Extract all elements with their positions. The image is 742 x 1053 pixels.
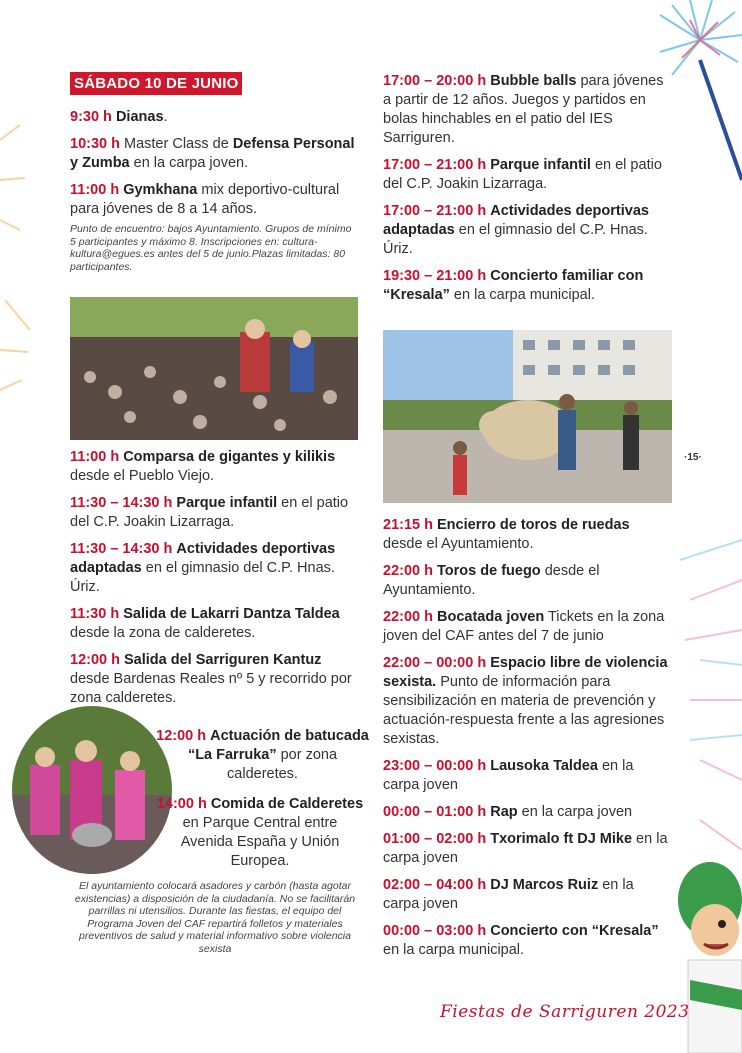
schedule-entry: 10:30 h Master Class de Defensa Personal y Zumba en la carpa joven. bbox=[70, 136, 355, 171]
schedule-entry: 01:00 – 02:00 h Txorimalo ft DJ Mike en la carpa joven bbox=[383, 831, 668, 866]
schedule-entry: 23:00 – 00:00 h Lausoka Taldea en la carpa joven bbox=[383, 758, 634, 793]
left-bottom-schedule bbox=[70, 448, 362, 712]
photo-batucada bbox=[10, 705, 175, 875]
schedule-entry: 02:00 – 04:00 h DJ Marcos Ruiz en la carpa joven bbox=[383, 877, 634, 912]
schedule-entry: 11:00 h Comparsa de gigantes y kilikis desde el Pueblo Viejo. bbox=[70, 449, 336, 484]
schedule-entry: 14:00 h Comida de Calderetes en Parque Central entre Avenida España y Unión Europea. bbox=[156, 796, 364, 869]
photo-toro-ruedas bbox=[383, 330, 672, 503]
mascot-illustration bbox=[670, 860, 742, 1053]
schedule-entry: 11:30 h Salida de Lakarri Dantza Taldea desde la zona de calderetes. bbox=[70, 606, 340, 641]
schedule-entry: 00:00 – 03:00 h Concierto con “Kresala” en la carpa municipal. bbox=[383, 923, 659, 958]
schedule-entry: 19:30 – 21:00 h Concierto familiar con “Kresala” en la carpa municipal. bbox=[383, 268, 644, 303]
left-top-schedule bbox=[70, 108, 360, 273]
day-header bbox=[70, 72, 242, 95]
footer-brand: Fiestas de Sarriguren 2023 bbox=[440, 1002, 690, 1022]
schedule-entry: 22:00 h Toros de fuego desde el Ayuntamiento. bbox=[383, 563, 600, 598]
schedule-entry: 22:00 – 00:00 h Espacio libre de violencia sexista. Punto de información para sensibilización en materia de prevención y actuación-respuesta frente a las agresiones sexistas. bbox=[383, 655, 668, 747]
day-header-label: SÁBADO 10 DE JUNIO bbox=[70, 72, 242, 95]
schedule-entry: 17:00 – 21:00 h Actividades deportivas adaptadas en el gimnasio del C.P. Hnas. Úriz. bbox=[383, 203, 649, 257]
schedule-entry: 9:30 h Dianas. bbox=[70, 109, 168, 125]
calderetes-note: El ayuntamiento colocará asadores y carbón (hasta agotar existencias) a disposición de la ciudadanía. No se facilitarán parrillas ni utensilios. Durante las fiestas, el equipo del Programa Joven del CAF repartirá folletos y materiales preventivos de salud y material informativo sobre violencia sexista bbox=[74, 880, 356, 955]
schedule-entry: 00:00 – 01:00 h Rap en la carpa joven bbox=[383, 804, 633, 820]
schedule-entry: 11:00 h Gymkhana mix deportivo-cultural para jóvenes de 8 a 14 años. bbox=[70, 182, 340, 217]
batucada-entry bbox=[155, 727, 370, 792]
right-top-schedule bbox=[383, 72, 673, 313]
schedule-entry: 12:00 h Actuación de batucada “La Farruka” por zona calderetes. bbox=[156, 728, 369, 782]
schedule-entry: 22:00 h Bocatada joven Tickets en la zona joven del CAF antes del 7 de junio bbox=[383, 609, 665, 644]
schedule-entry: 17:00 – 20:00 h Bubble balls para jóvenes a partir de 12 años. Juegos y partidos en bolas hinchables en el patio del IES Sarriguren. bbox=[383, 73, 664, 146]
schedule-entry: 11:30 – 14:30 h Actividades deportivas adaptadas en el gimnasio del C.P. Hnas. Úriz. bbox=[70, 541, 336, 595]
schedule-entry: 11:30 – 14:30 h Parque infantil en el patio del C.P. Joakin Lizarraga. bbox=[70, 495, 349, 530]
calderetes-entry bbox=[155, 795, 365, 879]
photo-giants-crowd bbox=[70, 297, 358, 440]
schedule-entry: 12:00 h Salida del Sarriguren Kantuz desde Bardenas Reales nº 5 y recorrido por zona calderetes. bbox=[70, 652, 352, 706]
schedule-entry: 17:00 – 21:00 h Parque infantil en el patio del C.P. Joakin Lizarraga. bbox=[383, 157, 662, 192]
gymkhana-note: Punto de encuentro: bajos Ayuntamiento. Grupos de mínimo 5 participantes y máximo 8. Inscripciones en: cultura-kultura@egues.es antes del 5 de junio.Plazas limitadas: 80 participantes. bbox=[70, 223, 352, 273]
page-number: ·15· bbox=[684, 452, 702, 463]
right-bottom-schedule bbox=[383, 516, 673, 968]
schedule-entry: 21:15 h Encierro de toros de ruedas desde el Ayuntamiento. bbox=[383, 517, 630, 552]
